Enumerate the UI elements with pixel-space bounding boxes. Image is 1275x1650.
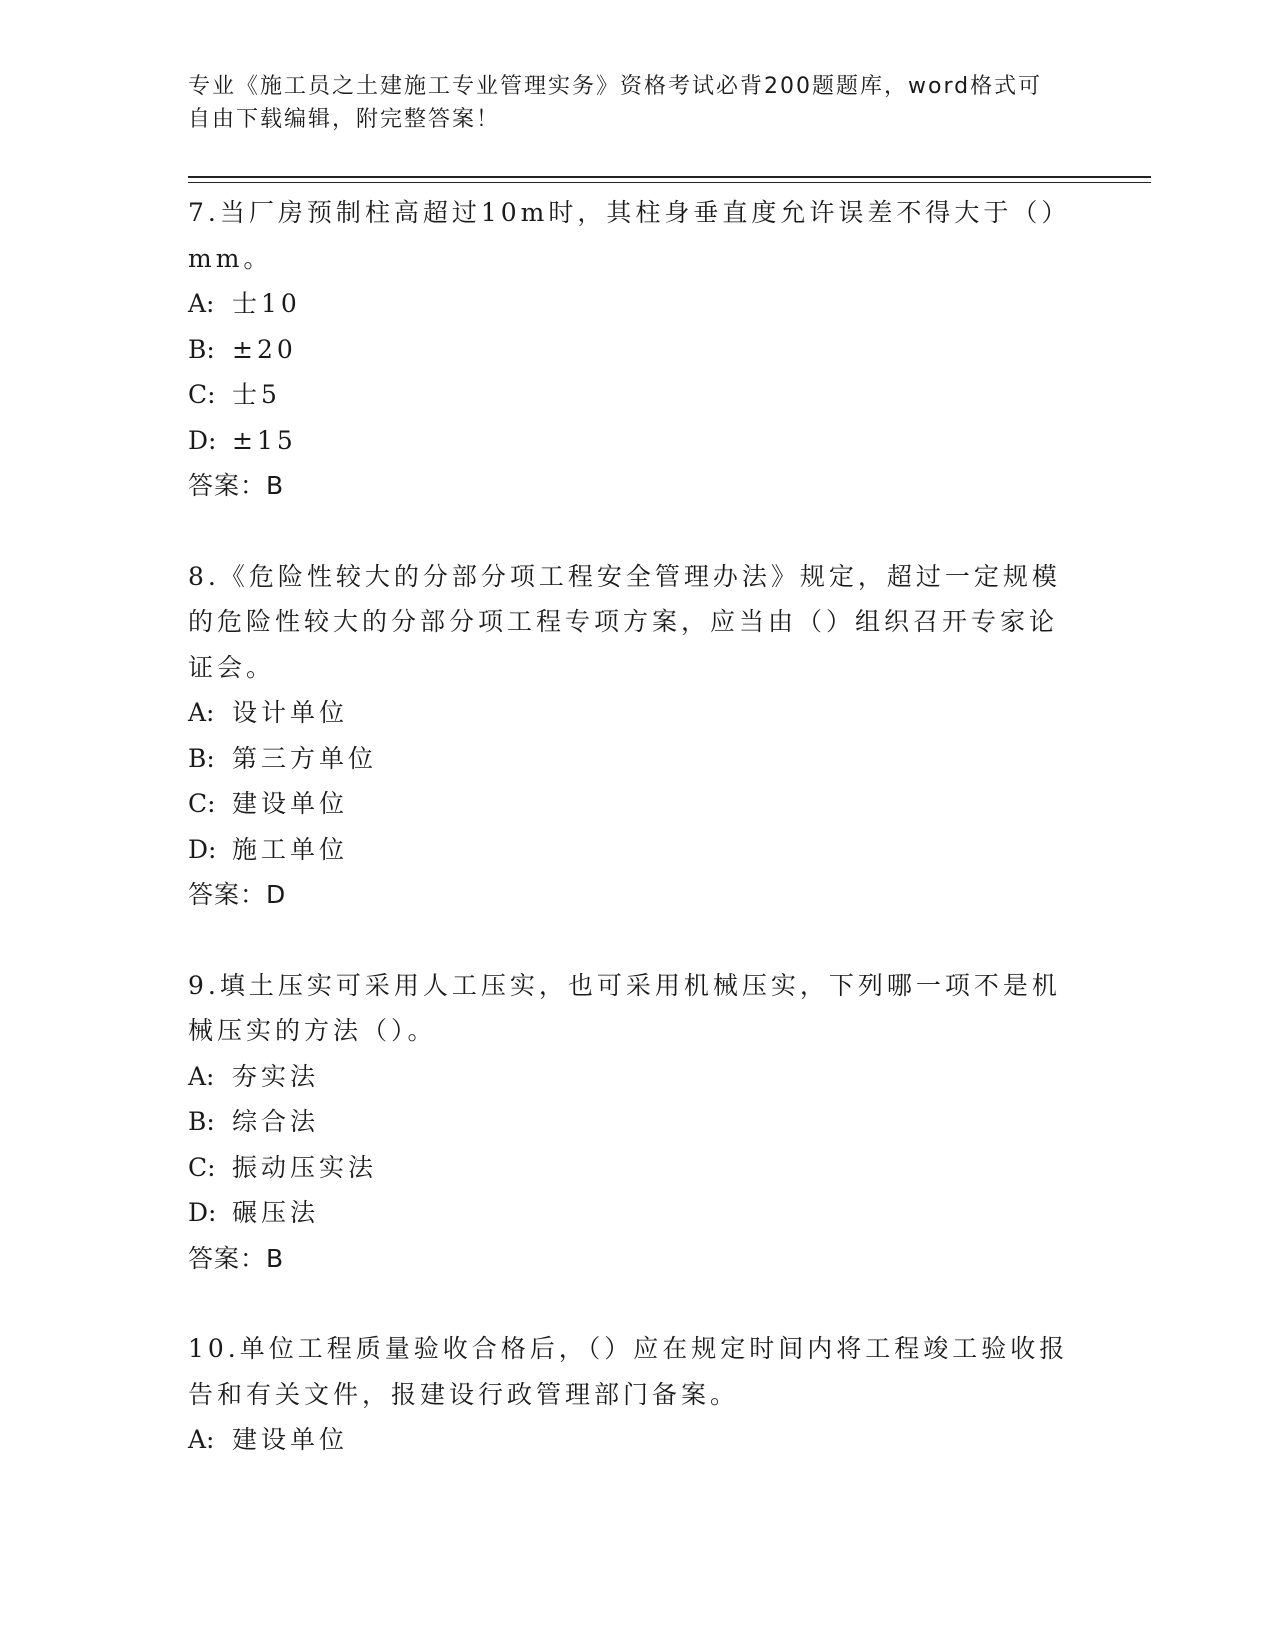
- option-text: 夯实法: [232, 1061, 320, 1091]
- header-line-1: 专业《施工员之土建施工专业管理实务》资格考试必背200题题库，word格式可: [188, 74, 1043, 99]
- option-c: [188, 1145, 1108, 1191]
- option-b: [188, 1099, 1108, 1145]
- option-text: ±20: [232, 334, 297, 364]
- question-list: [188, 190, 1108, 1508]
- option-text: 碾压法: [232, 1198, 320, 1227]
- option-text: 第三方单位: [232, 743, 378, 773]
- option-text: 设计单位: [232, 698, 349, 727]
- question-7: [188, 190, 1108, 509]
- option-text: 综合法: [232, 1107, 320, 1136]
- question-8: [188, 554, 1108, 918]
- option-label: B:: [188, 334, 215, 364]
- question-text: 的危险性较大的分部分项工程专项方案，应当由（）组织召开专家论: [188, 607, 1059, 636]
- option-label: C:: [188, 789, 216, 818]
- header-line-2: 自由下载编辑，附完整答案！: [188, 107, 501, 132]
- answer-line: 答案：D: [188, 880, 287, 909]
- option-label: A:: [188, 289, 215, 318]
- question-text: 9.填土压实可采用人工压实，也可采用机械压实，下列哪一项不是机: [188, 970, 1061, 1000]
- option-text: 施工单位: [232, 834, 349, 864]
- question-text: 告和有关文件，报建设行政管理部门备案。: [188, 1379, 740, 1409]
- option-a: [188, 1054, 1108, 1100]
- document-header: [188, 70, 1068, 136]
- question-9: [188, 963, 1108, 1282]
- option-text: 振动压实法: [232, 1152, 378, 1182]
- option-a: [188, 281, 1108, 327]
- option-label: C:: [188, 1152, 216, 1182]
- option-d: [188, 418, 1108, 464]
- option-label: A:: [188, 1061, 215, 1091]
- option-b: [188, 327, 1108, 373]
- option-text: 士10: [232, 289, 301, 318]
- option-text: 士5: [232, 380, 281, 409]
- option-c: [188, 781, 1108, 827]
- option-label: D:: [188, 834, 217, 864]
- option-label: B:: [188, 1107, 215, 1136]
- question-text: 8.《危险性较大的分部分项工程安全管理办法》规定，超过一定规模: [188, 561, 1061, 591]
- option-label: A:: [188, 1425, 215, 1454]
- question-text: 械压实的方法（）。: [188, 1016, 437, 1045]
- header-divider-thick: [188, 176, 1151, 178]
- option-label: B:: [188, 743, 215, 773]
- option-text: ±15: [232, 425, 297, 455]
- question-10: [188, 1326, 1108, 1463]
- header-divider-thin: [188, 182, 1151, 183]
- option-label: D:: [188, 425, 217, 455]
- option-d: [188, 1190, 1108, 1236]
- option-a: [188, 1417, 1108, 1463]
- option-label: D:: [188, 1198, 217, 1227]
- option-c: [188, 372, 1108, 418]
- answer-line: 答案：B: [188, 1243, 285, 1273]
- question-text: 10.单位工程质量验收合格后，（）应在规定时间内将工程竣工验收报: [188, 1334, 1069, 1363]
- option-b: [188, 736, 1108, 782]
- question-text: 证会。: [188, 652, 276, 682]
- option-text: 建设单位: [232, 1425, 349, 1454]
- question-text: mm。: [188, 243, 273, 273]
- answer-line: 答案：B: [188, 471, 285, 500]
- option-d: [188, 827, 1108, 873]
- option-label: A:: [188, 698, 215, 727]
- option-a: [188, 690, 1108, 736]
- option-text: 建设单位: [232, 789, 349, 818]
- option-label: C:: [188, 380, 216, 409]
- question-text: 7.当厂房预制柱高超过10m时，其柱身垂直度允许误差不得大于（）: [188, 198, 1071, 227]
